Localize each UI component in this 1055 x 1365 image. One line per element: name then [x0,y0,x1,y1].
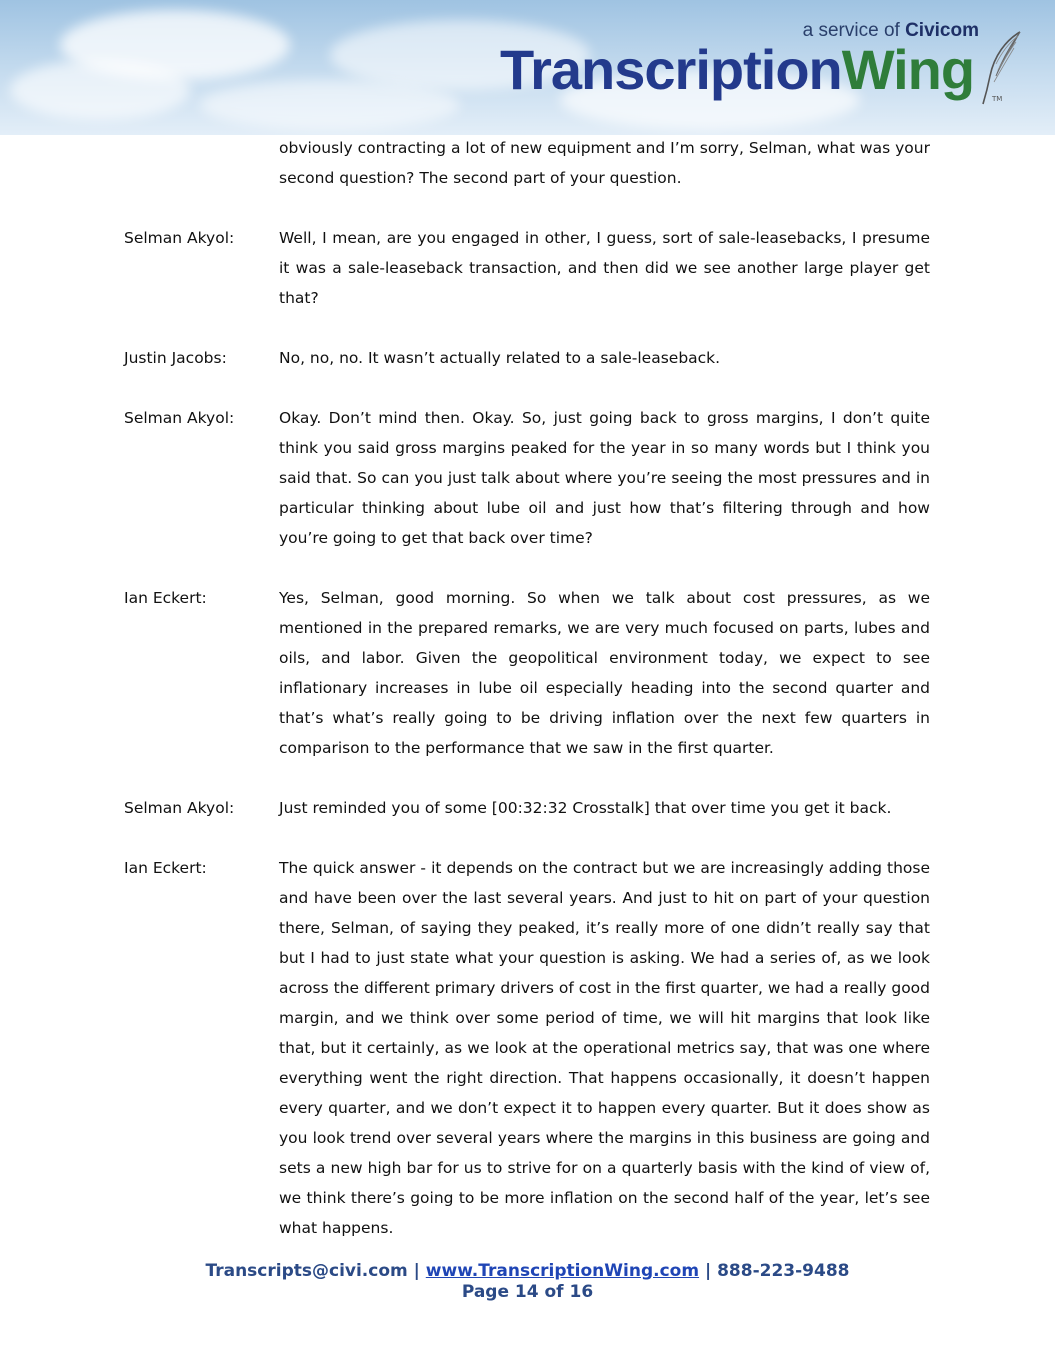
speaker-name: Ian Eckert: [124,589,207,607]
speaker-name: Justin Jacobs: [124,349,227,367]
speaker-text: Well, I mean, are you engaged in other, I guess, sort of sale-leasebacks, I presume it was a sale-leaseback transaction, and then did we see another large player get that? [279,229,930,307]
footer-phone: 888-223-9488 [717,1261,850,1281]
trademark-symbol: TM [992,95,1003,103]
footer-website-link[interactable]: www.TranscriptionWing.com [425,1261,700,1281]
speaker-name: Selman Akyol: [124,229,235,247]
page-header [0,0,1055,135]
civicom-brand: Civicom [905,20,979,41]
footer-contact-line [0,1261,1055,1282]
speaker-text: obviously contracting a lot of new equipment and I’m sorry, Selman, what was your second question? The second part of your question. [279,139,930,187]
speaker-text: The quick answer - it depends on the contract but we are increasingly adding those and have been over the last several years. And just to hit on part of your question there, Selman, of saying they peaked, it’s really more of one didn’t really say that but I had to just state what your question is asking. We had a series of, as we look across the different primary drivers of cost in the first quarter, we had a really good margin, and we think over some period of time, we will hit margins that look like that, but it certainly, as we look at the operational metrics say, that was one where everything went the right direction. That happens occasionally, it doesn’t happen every quarter, and we don’t expect it to happen every quarter. But it does show as you look trend over several years where the margins in this business are going and sets a new high bar for us to strive for on a quarterly basis with the kind of view of, we think there’s going to be more inflation on the second half of the year, let’s see what happens. [279,859,930,1237]
speaker-text: Just reminded you of some [00:32:32 Crosstalk] that over time you get it back. [279,799,892,817]
logo-part-transcription: Transcription [500,38,842,101]
speaker-name: Selman Akyol: [124,409,235,427]
logo-part-wing: Wing [841,38,975,101]
speaker-name: Selman Akyol: [124,799,235,817]
cloud-decoration [10,60,190,120]
speaker-text: Yes, Selman, good morning. So when we talk about cost pressures, as we mentioned in the prepared remarks, we are very much focused on parts, lubes and oils, and labor. Given the geopolitical environment today, we expect to see inflationary increases in lube oil especially heading into the second quarter and that’s what’s really going to be driving inflation over the next few quarters in comparison to the performance that we saw in the first quarter. [279,589,930,757]
page-footer [0,1261,1055,1303]
footer-email: Transcripts@civi.com [205,1261,408,1281]
service-prefix: a service of [802,20,906,41]
footer-separator: | [407,1261,426,1281]
speaker-text: No, no, no. It wasn’t actually related to a sale-leaseback. [279,349,721,367]
speaker-name: Ian Eckert: [124,859,207,877]
page-number: Page 14 of 16 [461,1282,594,1302]
speaker-text: Okay. Don’t mind then. Okay. So, just going back to gross margins, I don’t quite think you said gross margins peaked for the year in so many words but I think you said that. So can you just talk about where you’re seeing the most pressures and in particular thinking about lube oil and just how that’s filtering through and how you’re going to get that back over time? [279,409,930,547]
cloud-decoration [200,80,460,130]
transcriptionwing-logo [500,38,975,101]
footer-separator: | [699,1261,718,1281]
